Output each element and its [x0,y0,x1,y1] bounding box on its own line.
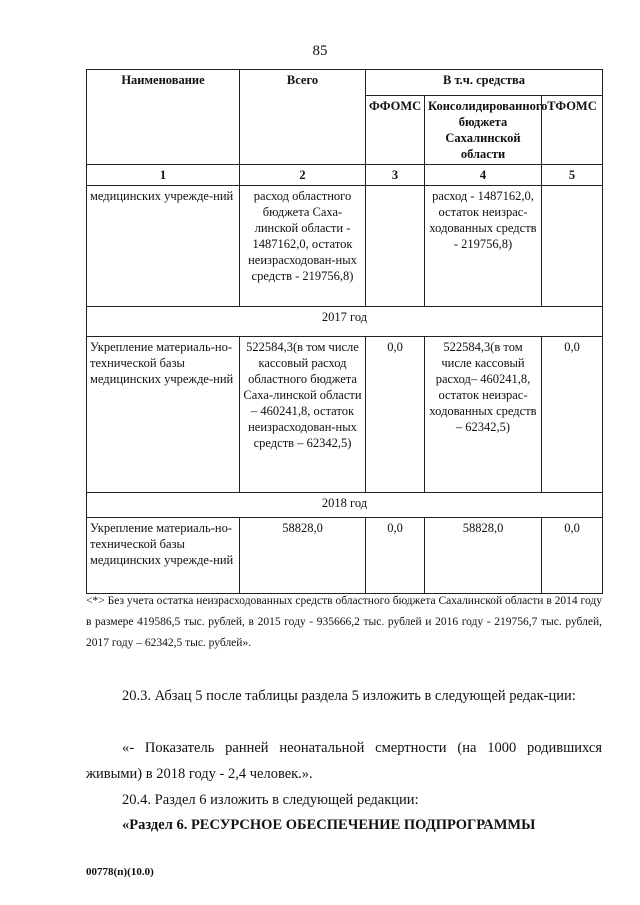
header-tfoms: ТФОМС [542,96,603,165]
header-including: В т.ч. средства [366,70,603,96]
row-2018-total: 58828,0 [240,518,366,594]
row-2017-ffoms: 0,0 [366,337,425,493]
year-row-2017 [87,307,603,337]
col-number-3: 3 [366,165,425,186]
row-2017-total: 522584,3(в том числе кассовый расход областного бюджета Саха-линской области – 460241,8, остаток неизрасходован-ных средств – 62342,5) [240,337,366,493]
paragraph-20-4: 20.4. Раздел 6 изложить в следующей редакции: [122,792,419,808]
document-code: 00778(п)(10.0) [86,866,154,878]
row-2017-name: Укрепление материаль-но-технической базы медицинских учрежде-ний [87,337,240,493]
col-number-1: 1 [87,165,240,186]
header-total: Всего [240,70,366,165]
header-consolidated: Консолидированного бюджета Сахалинской области [425,96,542,165]
paragraph-20-3: 20.3. Абзац 5 после таблицы раздела 5 изложить в следующей редак-ции: [122,688,576,704]
header-name: Наименование [87,70,240,165]
year-2018-label: 2018 год [87,493,603,518]
table-row [87,518,603,594]
table-row [87,337,603,493]
table-row [87,186,603,307]
page-number: 85 [312,43,328,59]
row-2018-consolidated: 58828,0 [425,518,542,594]
row-2018-ffoms: 0,0 [366,518,425,594]
year-row-2018 [87,493,603,518]
row-2017-tfoms: 0,0 [542,337,603,493]
col-number-2: 2 [240,165,366,186]
row-cont-name: медицинских учрежде-ний [87,186,240,307]
table-header-row [87,70,603,96]
row-2017-consolidated: 522584,3(в том числе кассовый расход– 460241,8, остаток неизрас-ходованных средств – 62342,5) [425,337,542,493]
paragraph-indicator: «- Показатель ранней неонатальной смертности (на 1000 родившихся живыми) в 2018 году - 2,4 человек.». [86,740,602,782]
row-cont-tfoms [542,186,603,307]
header-ffoms: ФФОМС [366,96,425,165]
row-cont-consolidated: расход - 1487162,0, остаток неизрас-ходованных средств - 219756,8) [425,186,542,307]
column-number-row [87,165,603,186]
row-cont-ffoms [366,186,425,307]
row-2018-tfoms: 0,0 [542,518,603,594]
col-number-5: 5 [542,165,603,186]
footnote: <*> Без учета остатка неизрасходованных средств областного бюджета Сахалинской области в 2014 году в размере 419586,5 тыс. рублей, в 2015 году - 935666,2 тыс. рублей и 2016 году - 219756,7 тыс. рублей, 2017 году – 62342,5 тыс. рублей». [86,595,602,649]
section-6-heading: «Раздел 6. РЕСУРСНОЕ ОБЕСПЕЧЕНИЕ ПОДПРОГРАММЫ [122,817,536,833]
col-number-4: 4 [425,165,542,186]
year-2017-label: 2017 год [87,307,603,337]
row-cont-total: расход областного бюджета Саха-линской области - 1487162,0, остаток неизрасходован-ных средств - 219756,8) [240,186,366,307]
budget-table [86,69,603,594]
row-2018-name: Укрепление материаль-но-технической базы медицинских учрежде-ний [87,518,240,594]
